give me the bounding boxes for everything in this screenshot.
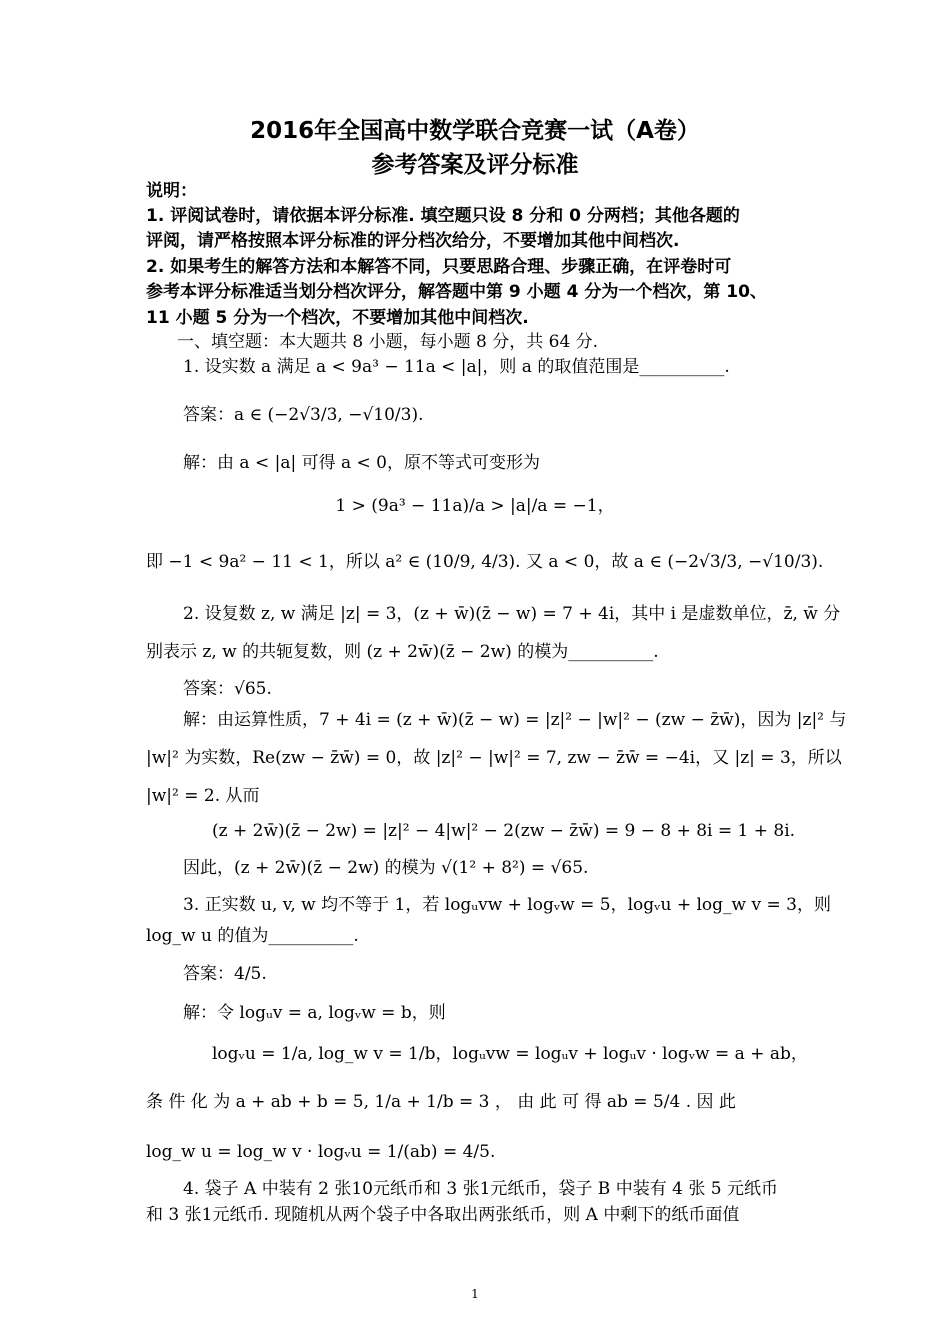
equation-1: 1 > (9a³ − 11a)/a > |a|/a = −1， xyxy=(335,496,615,516)
notes-line: 11 小题 5 分为一个档次，不要增加其他中间档次. xyxy=(146,308,529,328)
solution-2: 解：由运算性质，7 + 4i = (z + w̄)(z̄ − w) = |z|² − |w|² − (zw − z̄w̄)，因为 |z|² 与 xyxy=(183,710,847,730)
document-subtitle: 参考答案及评分标准 xyxy=(371,152,579,178)
problem-4-cont: 和 3 张1元纸币. 现随机从两个袋子中各取出两张纸币，则 A 中剩下的纸币面值 xyxy=(146,1205,740,1225)
solution-1: 解：由 a < |a| 可得 a < 0，原不等式可变形为 xyxy=(183,453,540,473)
solution-2-end: 因此，(z + 2w̄)(z̄ − 2w) 的模为 √(1² + 8²) = √65. xyxy=(183,858,589,878)
solution-2-cont: |w|² = 2. 从而 xyxy=(146,786,260,806)
notes-heading: 说明： xyxy=(146,181,197,201)
notes-line: 2. 如果考生的解答方法和本解答不同，只要思路合理、步骤正确，在评卷时可 xyxy=(146,257,732,277)
solution-3-end: log_w u = log_w v · logᵥu = 1/(ab) = 4/5. xyxy=(146,1142,496,1162)
problem-1: 1. 设实数 a 满足 a < 9a³ − 11a < |a|，则 a 的取值范围是__________. xyxy=(183,357,730,377)
solution-2-cont: |w|² 为实数，Re(zw − z̄w̄) = 0，故 |z|² − |w|² = 7, zw − z̄w̄ = −4i，又 |z| = 3，所以 xyxy=(146,748,842,768)
answer-1: 答案：a ∈ (−2√3/3, −√10/3). xyxy=(183,405,424,425)
problem-3: 3. 正实数 u, v, w 均不等于 1，若 logᵤvw + logᵥw = 5，logᵥu + log_w v = 3，则 xyxy=(183,895,831,915)
answer-2: 答案：√65. xyxy=(183,679,272,699)
notes-line: 1. 评阅试卷时，请依据本评分标准. 填空题只设 8 分和 0 分两档；其他各题的 xyxy=(146,206,740,226)
notes-line: 参考本评分标准适当划分档次评分，解答题中第 9 小题 4 分为一个档次，第 10、 xyxy=(146,282,767,302)
problem-2-cont: 别表示 z, w 的共轭复数，则 (z + 2w̄)(z̄ − 2w) 的模为__________. xyxy=(146,642,659,662)
problem-3-cont: log_w u 的值为__________. xyxy=(146,926,359,946)
notes-line: 评阅，请严格按照本评分标准的评分档次给分，不要增加其他中间档次. xyxy=(146,231,680,251)
page-number: 1 xyxy=(471,1287,479,1301)
solution-3: 解：令 logᵤv = a, logᵥw = b，则 xyxy=(183,1003,446,1023)
problem-2: 2. 设复数 z, w 满足 |z| = 3，(z + w̄)(z̄ − w) = 7 + 4i，其中 i 是虚数单位，z̄, w̄ 分 xyxy=(183,604,841,624)
solution-1-cont: 即 −1 < 9a² − 11 < 1，所以 a² ∈ (10/9, 4/3). 又 a < 0，故 a ∈ (−2√3/3, −√10/3). xyxy=(146,552,824,572)
equation-3: logᵥu = 1/a, log_w v = 1/b，logᵤvw = logᵤv + logᵤv · logᵥw = a + ab， xyxy=(212,1044,808,1064)
section-heading: 一、填空题：本大题共 8 小题，每小题 8 分，共 64 分. xyxy=(177,332,599,352)
solution-3-cont: 条 件 化 为 a + ab + b = 5, 1/a + 1/b = 3 ， 由 此 可 得 ab = 5/4 . 因 此 xyxy=(146,1092,736,1112)
problem-4: 4. 袋子 A 中装有 2 张10元纸币和 3 张1元纸币，袋子 B 中装有 4 张 5 元纸币 xyxy=(183,1179,778,1199)
document-title: 2016年全国高中数学联合竞赛一试（A卷） xyxy=(250,118,700,144)
answer-3: 答案：4/5. xyxy=(183,964,267,984)
equation-2: (z + 2w̄)(z̄ − 2w) = |z|² − 4|w|² − 2(zw − z̄w̄) = 9 − 8 + 8i = 1 + 8i. xyxy=(212,821,796,841)
